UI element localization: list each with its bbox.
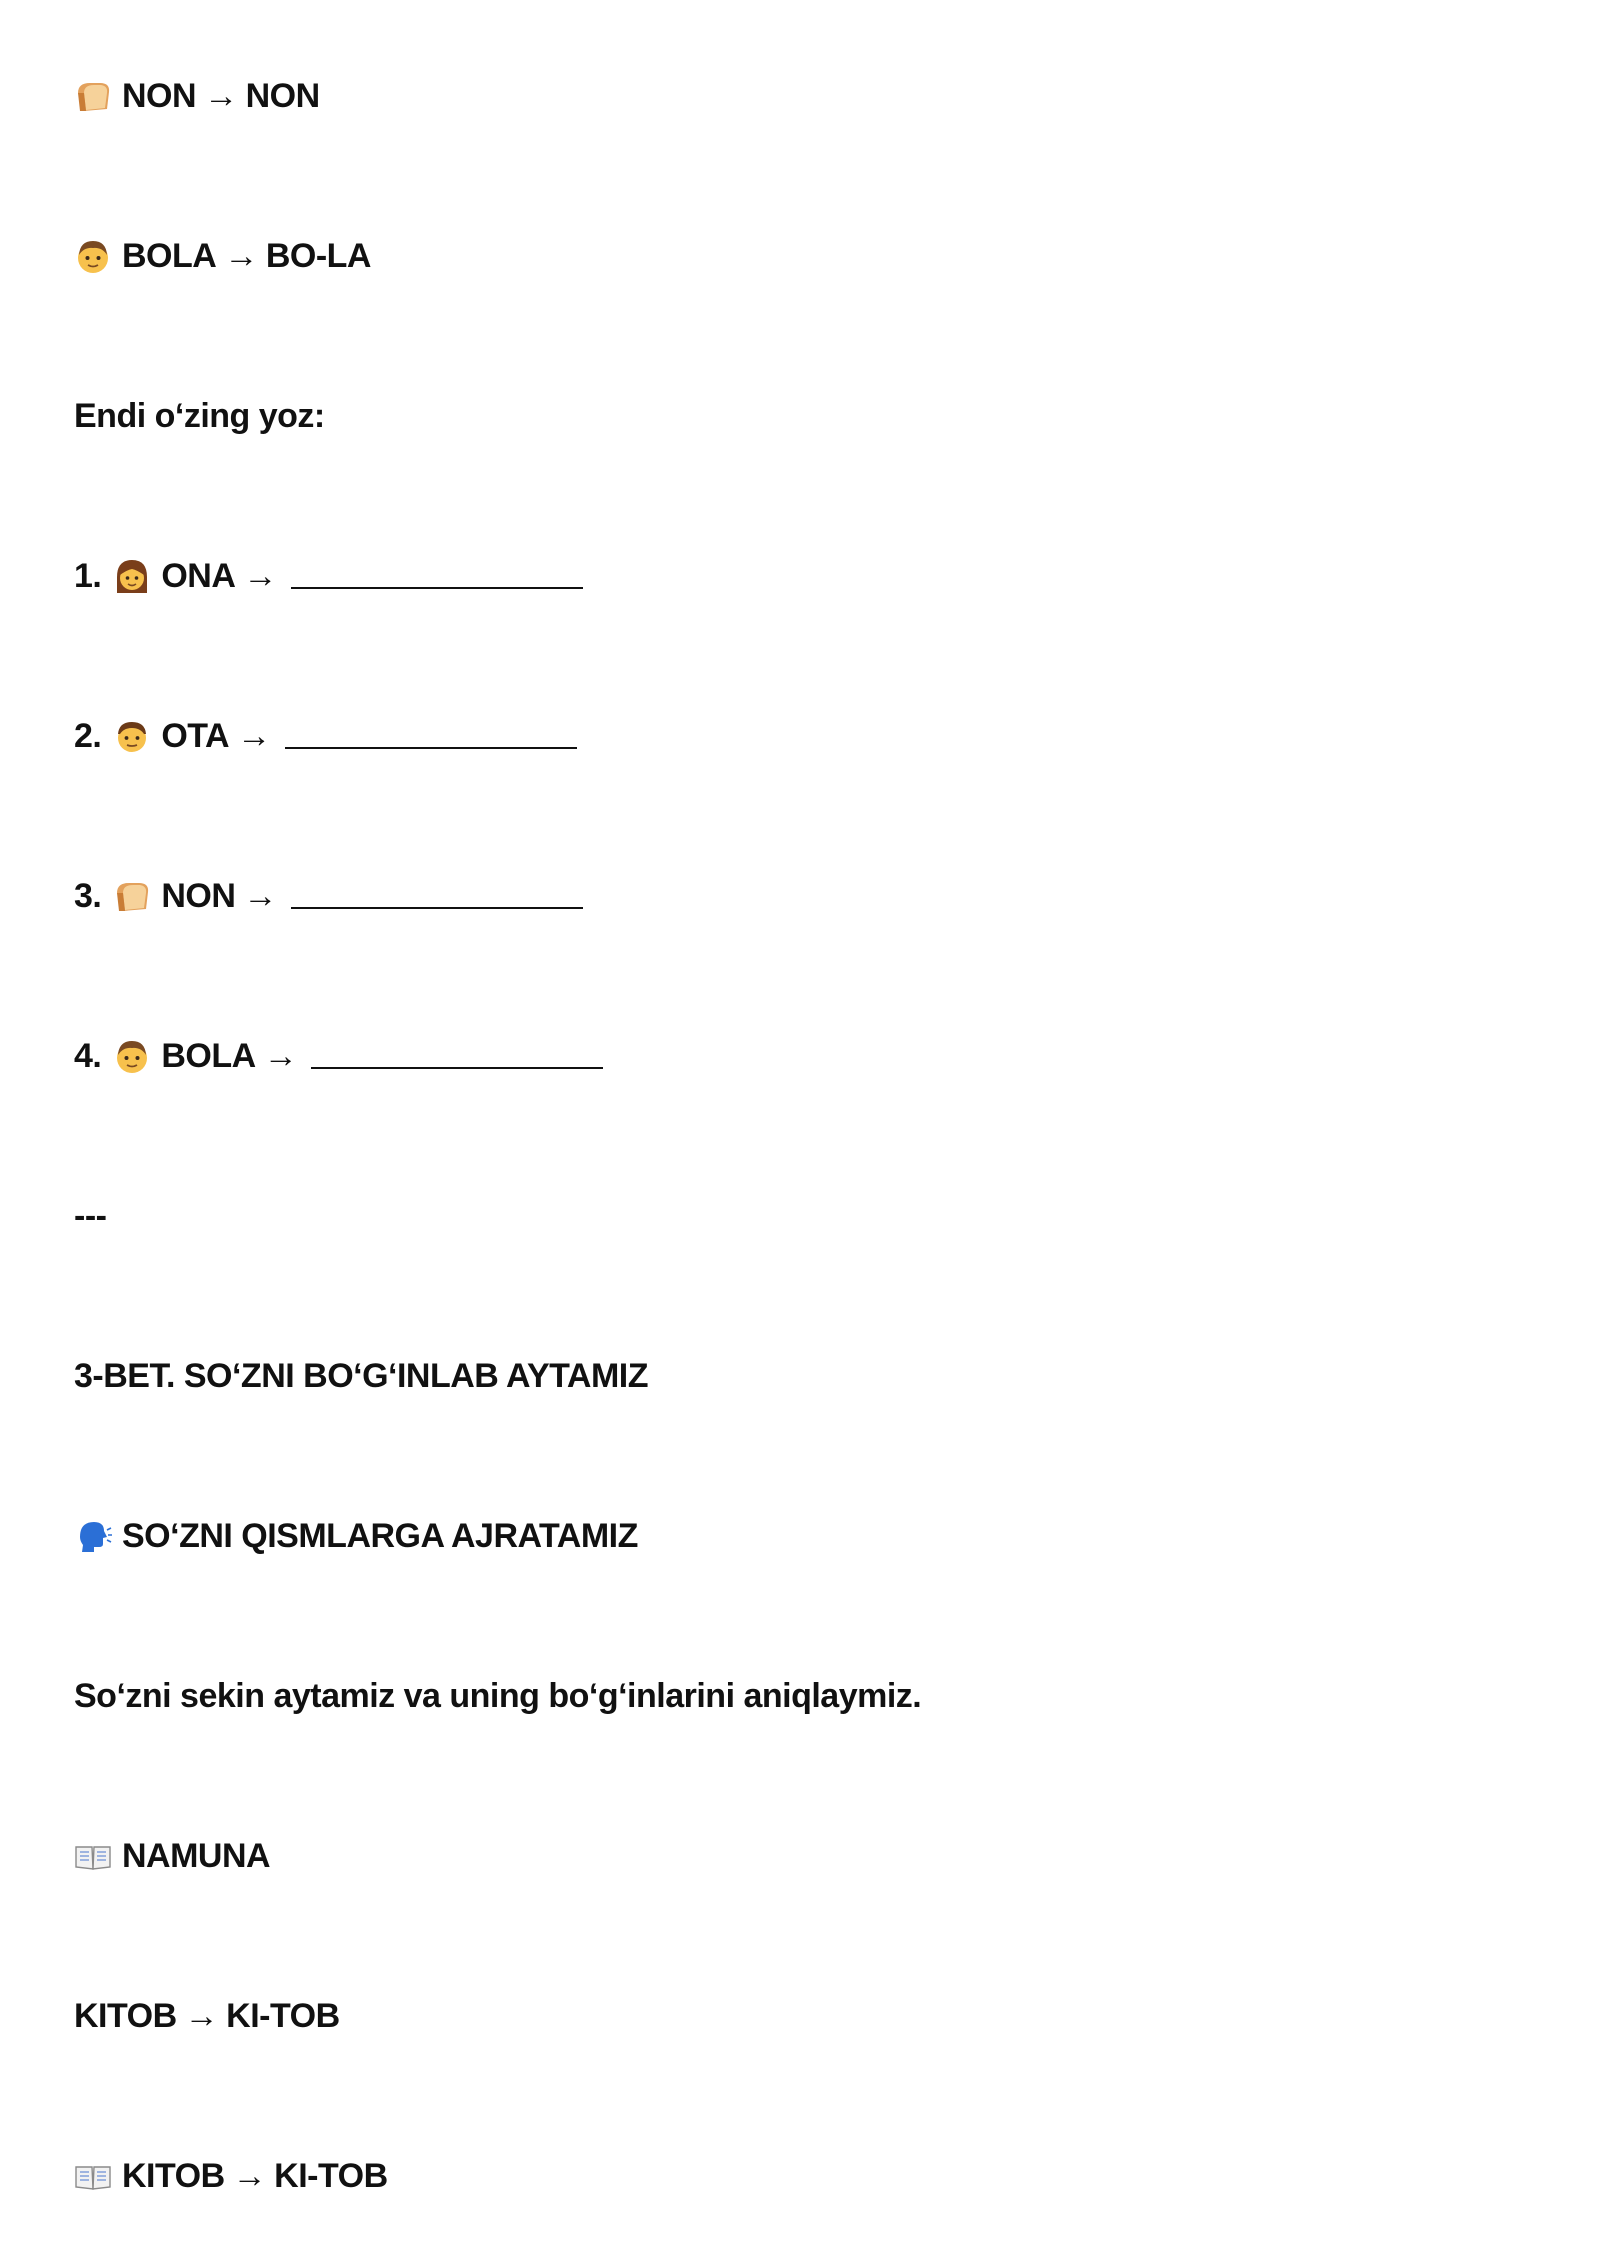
arrow: → <box>204 77 238 115</box>
result: KI-TOB <box>226 1997 340 2035</box>
subheading-text: SO‘ZNI QISMLARGA AJRATAMIZ <box>122 1517 638 1555</box>
arrow: → <box>237 717 271 755</box>
exercise-2 <box>74 714 577 758</box>
answer-blank[interactable] <box>291 879 583 909</box>
woman-icon <box>113 557 151 595</box>
exercise-number: 2. <box>74 717 102 755</box>
arrow: → <box>263 1037 298 1075</box>
sample-heading <box>74 1834 270 1878</box>
word: BOLA <box>161 1037 256 1075</box>
example-kitob-book <box>74 2154 388 2198</box>
arrow: → <box>184 1997 219 2035</box>
exercise-number: 4. <box>74 1037 102 1075</box>
word: KITOB <box>74 1997 177 2035</box>
open-book-icon <box>74 1837 112 1875</box>
instruction-write: Endi o‘zing yoz: <box>74 397 325 435</box>
result: BO-LA <box>265 237 371 275</box>
word: BOLA <box>122 237 217 275</box>
man-icon <box>113 717 151 755</box>
word: ONA <box>161 557 236 595</box>
answer-blank[interactable] <box>285 719 577 749</box>
exercise-1 <box>74 554 583 598</box>
result: NON <box>245 77 320 115</box>
open-book-icon <box>74 2157 112 2195</box>
page-heading: 3-BET. SO‘ZNI BO‘G‘INLAB AYTAMIZ <box>74 1357 648 1395</box>
exercise-number: 1. <box>74 557 102 595</box>
word: NON <box>161 877 236 915</box>
example-non <box>74 74 320 118</box>
result: KI-TOB <box>274 2157 388 2195</box>
arrow: → <box>232 2157 267 2195</box>
exercise-3 <box>74 874 583 918</box>
instruction-text: So‘zni sekin aytamiz va uning bo‘g‘inlarini aniqlaymiz. <box>74 1677 922 1715</box>
boy-icon <box>74 237 112 275</box>
speaking-head-icon <box>74 1517 112 1555</box>
arrow: → <box>224 237 258 275</box>
sample-text: NAMUNA <box>122 1837 271 1875</box>
section-subheading <box>74 1514 638 1558</box>
example-bola <box>74 234 371 278</box>
word: NON <box>122 77 197 115</box>
arrow: → <box>243 557 277 595</box>
arrow: → <box>243 877 277 915</box>
exercise-4 <box>74 1034 603 1078</box>
boy-icon <box>113 1037 151 1075</box>
separator: --- <box>74 1197 107 1235</box>
bread-icon <box>74 77 112 115</box>
example-kitob <box>74 1994 340 2038</box>
answer-blank[interactable] <box>291 559 583 589</box>
word: KITOB <box>122 2157 225 2195</box>
bread-icon <box>113 877 151 915</box>
word: OTA <box>161 717 230 755</box>
answer-blank[interactable] <box>311 1039 603 1069</box>
exercise-number: 3. <box>74 877 102 915</box>
